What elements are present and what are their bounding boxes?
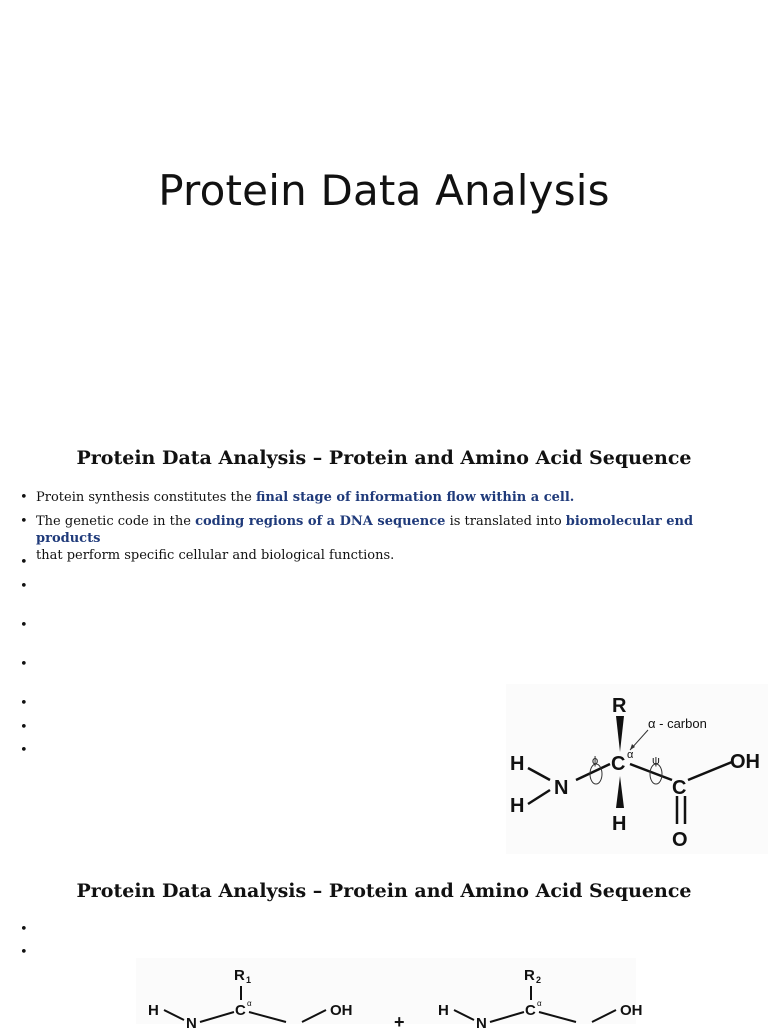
phi-symbol: ϕ — [592, 755, 599, 767]
alpha-carbon-label: α - carbon — [648, 716, 707, 731]
oh-group-label: OH — [730, 751, 760, 773]
bullet-marker: • — [20, 579, 28, 594]
alpha-symbol: α — [627, 749, 634, 761]
h-atom-label: H — [510, 795, 525, 817]
bullet-highlight: final stage of information flow within a cell. — [255, 490, 575, 505]
alpha-symbol: α — [247, 999, 252, 1008]
h-atom-label: H — [148, 1002, 159, 1019]
h-atom-label: H — [510, 753, 525, 775]
o-atom-label: O — [672, 829, 688, 851]
oh-group-label: OH — [330, 1002, 353, 1019]
bullet-plain: Protein synthesis constitutes the — [36, 490, 256, 505]
bullet-highlight: coding regions of a DNA sequence — [195, 514, 446, 529]
bullet-marker: • — [20, 720, 28, 735]
c-alpha-label: C — [611, 753, 626, 775]
bullet-text — [36, 489, 756, 506]
peptide-formation-diagram — [136, 958, 643, 1029]
r1-label: R — [234, 967, 245, 984]
bullet-marker: • — [20, 657, 28, 672]
n-atom-label: N — [186, 1015, 197, 1029]
bullet-plain: that perform specific cellular and biological functions. — [36, 548, 395, 563]
bullet-marker: • — [20, 743, 28, 758]
slide-heading: Protein Data Analysis – Protein and Amino Acid Sequence — [76, 447, 692, 469]
h-atom-label: H — [438, 1002, 449, 1019]
r1-subscript: 1 — [246, 975, 252, 985]
r-group-label: R — [612, 695, 627, 717]
bullet-marker: • — [20, 514, 28, 529]
oh-group-label: OH — [620, 1002, 643, 1019]
alpha-symbol: α — [537, 999, 542, 1008]
bullet-marker: • — [20, 490, 28, 505]
r2-subscript: 2 — [536, 975, 542, 985]
bullet-marker: • — [20, 618, 28, 633]
h-atom-label: H — [612, 813, 627, 835]
bullet-marker: • — [20, 555, 28, 570]
plus-sign: + — [394, 1012, 405, 1029]
n-atom-label: N — [554, 777, 569, 799]
bullet-plain: is translated into — [445, 514, 566, 529]
bullet-marker: • — [20, 945, 28, 960]
bullet-text — [36, 513, 756, 564]
psi-symbol: ψ — [652, 755, 660, 767]
amino-acid-structure-figure — [506, 684, 768, 854]
n-atom-label: N — [476, 1015, 487, 1029]
peptide-formation-figure — [136, 958, 643, 1029]
bullet-highlight: biomolecular end products — [36, 514, 694, 546]
c-atom-label: C — [672, 777, 687, 799]
c-alpha-label: C — [235, 1002, 246, 1019]
bullet-plain: The genetic code in the — [36, 514, 196, 529]
bullet-marker: • — [20, 696, 28, 711]
r2-label: R — [524, 967, 535, 984]
bullet-marker: • — [20, 922, 28, 937]
amino-acid-structure-diagram — [506, 684, 768, 854]
c-alpha-label: C — [525, 1002, 536, 1019]
slide-heading: Protein Data Analysis – Protein and Amino Acid Sequence — [76, 880, 692, 902]
slide-title: Protein Data Analysis — [158, 166, 610, 215]
